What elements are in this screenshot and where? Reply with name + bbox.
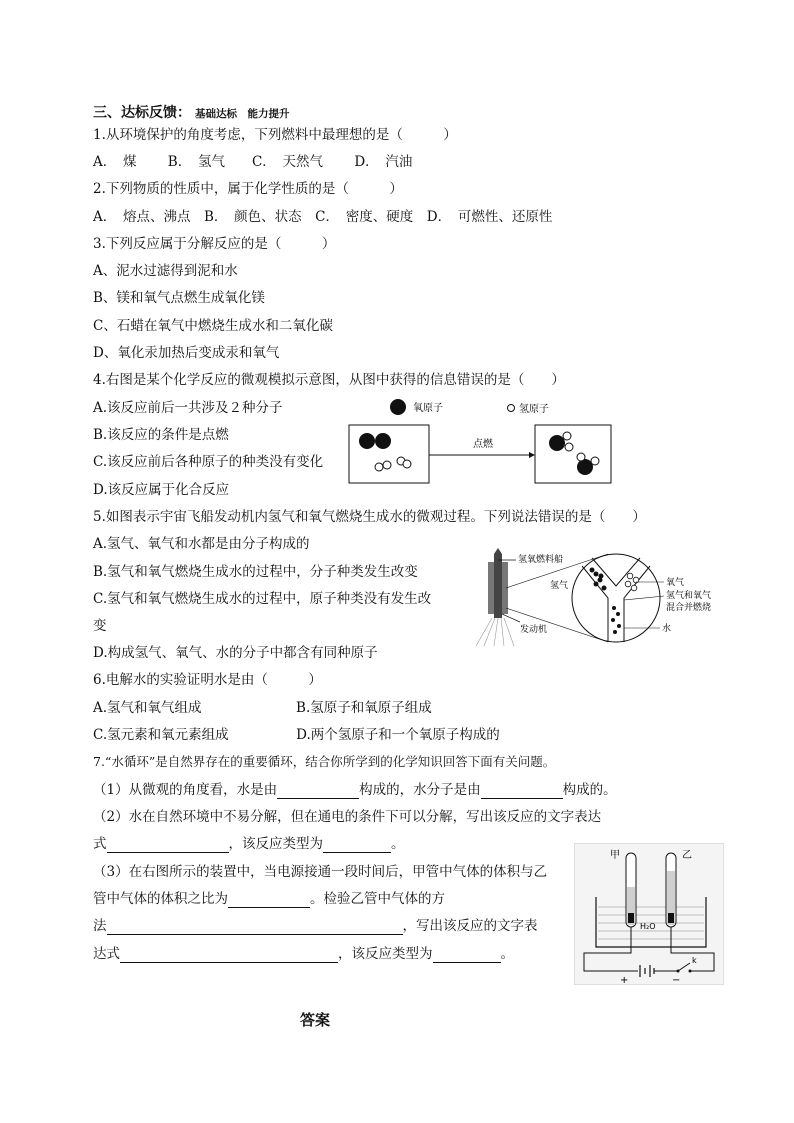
q7-p3-text-a: 管中气体的体积之比为 xyxy=(93,891,228,907)
question-7-part-3-line-4 xyxy=(93,945,514,963)
answer-blank[interactable] xyxy=(107,838,229,853)
question-7-part-2-line-2 xyxy=(93,835,405,853)
answer-blank[interactable] xyxy=(107,920,403,935)
question-5-option-b: B.氢气和氧气燃烧生成水的过程中，分子种类发生改变 xyxy=(93,564,418,580)
question-6-options-line-1: A.氢气和氧气组成 B.氢原子和氧原子组成 xyxy=(93,700,432,716)
arrow-label: 点燃 xyxy=(473,439,493,450)
question-7-stem: 7.“水循环”是自然界存在的重要循环，结合你所学到的化学知识回答下面有关问题。 xyxy=(93,754,556,769)
hydrogen-atom xyxy=(403,460,411,468)
label-water: 水 xyxy=(662,624,672,634)
q7-p3-text-d: ，写出该反应的文字表 xyxy=(402,918,538,934)
rocket-icon xyxy=(494,548,502,618)
question-1-options: A． 煤 B． 氢气 C． 天然气 D． 汽油 xyxy=(93,154,413,170)
hydrogen-atom xyxy=(565,443,573,451)
question-5-option-c-continued: 变 xyxy=(93,618,107,634)
switch-contact xyxy=(689,970,692,973)
exhaust-plume-icon xyxy=(476,618,514,646)
arrow-head-icon xyxy=(529,452,535,458)
question-4-option-c: C.该反应前后各种原子的种类没有变化 xyxy=(93,454,324,470)
label-switch: k xyxy=(692,956,697,965)
label-oxygen: 氧气 xyxy=(666,578,685,588)
oxygen-atom-legend-icon xyxy=(390,399,406,415)
legend-oxygen-label: 氧原子 xyxy=(413,403,443,414)
question-7-part-2-line-1: （2）水在自然环境中不易分解，但在通电的条件下可以分解，写出该反应的文字表达 xyxy=(93,809,602,825)
electrode-right xyxy=(668,913,674,923)
hydrogen-atom xyxy=(577,453,585,461)
answer-blank[interactable] xyxy=(481,784,563,799)
label-engine: 发动机 xyxy=(520,625,548,635)
legend-hydrogen-label: 氢原子 xyxy=(519,404,549,415)
label-water-formula: H₂O xyxy=(640,922,656,931)
question-7-part-1 xyxy=(93,781,617,799)
q7-p3-text-c: 法 xyxy=(93,918,107,934)
question-5-option-a: A.氢气、氧气和水都是由分子构成的 xyxy=(93,536,310,552)
question-4-option-d: D.该反应属于化合反应 xyxy=(93,482,230,498)
question-3-option-b: B、镁和氧气点燃生成氧化镁 xyxy=(93,290,265,306)
question-5-option-c: C.氢气和氧气燃烧生成水的过程中，原子种类没有发生改 xyxy=(93,591,432,607)
q7-p1-text-b: 构成的，水分子是由 xyxy=(359,782,481,798)
electrode-left xyxy=(628,913,634,923)
answer-blank[interactable] xyxy=(433,948,501,963)
label-minus: − xyxy=(672,975,681,985)
section-heading xyxy=(93,104,290,123)
label-tube-yi: 乙 xyxy=(682,850,692,861)
answer-blank[interactable] xyxy=(277,784,359,799)
question-3-option-c: C、石蜡在氧气中燃烧生成水和二氧化碳 xyxy=(93,318,333,334)
products-box xyxy=(535,425,611,483)
answer-blank[interactable] xyxy=(323,838,391,853)
question-4-option-a: A.该反应前后一共涉及２种分子 xyxy=(93,400,283,416)
oxygen-atom xyxy=(375,433,391,449)
question-4-stem: 4.右图是某个化学反应的微观模拟示意图，从图中获得的信息错误的是（ ） xyxy=(93,372,565,388)
question-7-part-3-line-1: （3）在右图所示的装置中，当电源接通一段时间后，甲管中气体的体积与乙 xyxy=(93,864,548,880)
question-2-options: A． 熔点、沸点 B． 颜色、状态 C． 密度、硬度 D． 可燃性、还原性 xyxy=(93,209,553,225)
q7-p1-text-c: 构成的。 xyxy=(562,782,617,798)
booster-right xyxy=(502,562,508,614)
q7-p3-text-e: 达式 xyxy=(93,946,120,962)
switch-contact xyxy=(677,970,680,973)
q7-p2-text-b: ，该反应类型为 xyxy=(228,836,323,852)
hydrogen-atom xyxy=(591,457,599,465)
section-title: 三、达标反馈： xyxy=(93,105,191,121)
question-1-stem: 1.从环境保护的角度考虑，下列燃料中最理想的是（ ） xyxy=(93,127,457,143)
question-3-stem: 3.下列反应属于分解反应的是（ ） xyxy=(93,236,336,252)
hydrogen-atom xyxy=(563,432,571,440)
electrolysis-apparatus xyxy=(574,843,724,985)
hydrogen-atom xyxy=(383,461,391,469)
q7-p2-text-a: 式 xyxy=(93,836,107,852)
booster-left xyxy=(488,562,494,614)
answer-heading: 答案 xyxy=(300,1011,331,1029)
oxygen-atom xyxy=(359,433,375,449)
question-3-option-a: A、泥水过滤得到泥和水 xyxy=(93,263,238,279)
question-4-option-b: B.该反应的条件是点燃 xyxy=(93,427,229,443)
answer-blank[interactable] xyxy=(228,893,310,908)
question-7-part-3-line-2 xyxy=(93,890,445,908)
label-ship: 氢氧燃料船 xyxy=(518,555,564,565)
label-mix-2: 混合并燃烧 xyxy=(666,603,712,613)
hydrogen-atom xyxy=(375,463,383,471)
question-6-options-line-2: C.氢元素和氧元素组成 D.两个氢原子和一个氧原子构成的 xyxy=(93,727,500,743)
answer-blank[interactable] xyxy=(120,948,338,963)
question-5-stem: 5.如图表示宇宙飞船发动机内氢气和氧气燃烧生成水的微观过程。下列说法错误的是（ ） xyxy=(93,509,646,525)
q7-p3-text-b: 。检验乙管中气体的方 xyxy=(310,891,445,907)
q7-p2-text-c: 。 xyxy=(391,836,405,852)
label-plus: + xyxy=(620,975,629,985)
oxygen-atom xyxy=(549,435,565,451)
reaction-diagram xyxy=(345,395,615,485)
question-5-option-d: D.构成氢气、氧气、水的分子中都含有同种原子 xyxy=(93,645,378,661)
question-6-stem: 6.电解水的实验证明水是由（ ） xyxy=(93,672,322,688)
question-3-option-d: D、氧化汞加热后变成汞和氧气 xyxy=(93,345,280,361)
label-mix-1: 氢气和氧气 xyxy=(666,591,712,601)
section-subtitle: 基础达标 能力提升 xyxy=(195,108,290,120)
label-tube-jia: 甲 xyxy=(610,850,620,861)
q7-p3-text-g: 。 xyxy=(500,946,514,962)
hydrogen-atom-legend-icon xyxy=(508,405,515,412)
reactants-box xyxy=(349,425,429,483)
rocket-engine-diagram xyxy=(468,548,718,648)
label-hydrogen: 氢气 xyxy=(550,581,569,591)
question-7-part-3-line-3 xyxy=(93,917,538,935)
q7-p3-text-f: ，该反应类型为 xyxy=(338,946,433,962)
q7-p1-text-a: （1）从微观的角度看，水是由 xyxy=(93,782,278,798)
question-2-stem: 2.下列物质的性质中，属于化学性质的是（ ） xyxy=(93,181,403,197)
